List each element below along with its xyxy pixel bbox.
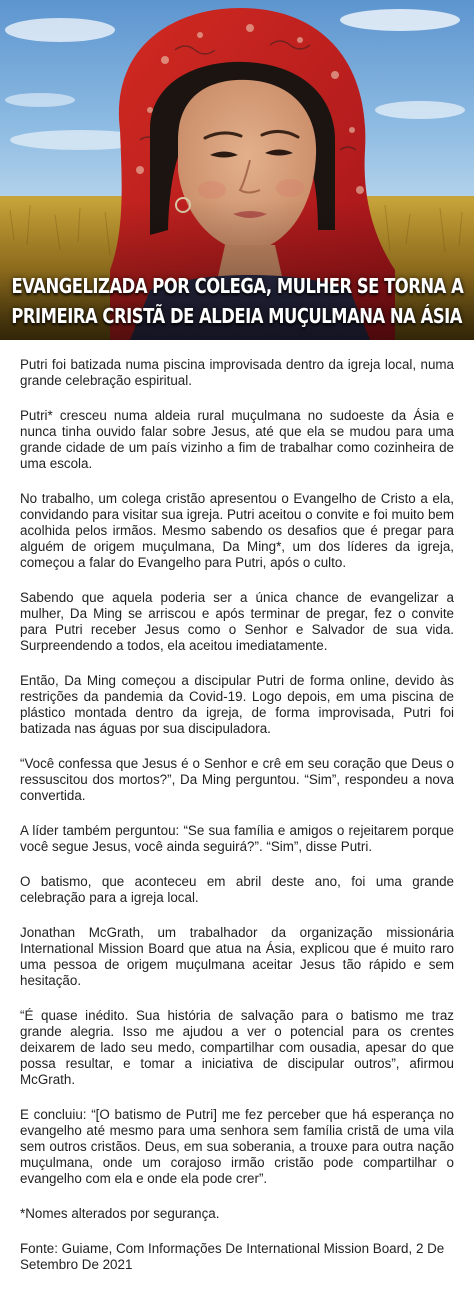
headline — [0, 262, 474, 340]
headline-line-2: PRIMEIRA CRISTÃ DE ALDEIA MUÇULMANA NA ÁSIA — [11, 304, 463, 328]
paragraph-discipleship: Então, Da Ming começou a discipular Putri de forma online, devido às restrições da pandemia da Covid-19. Logo depois, em uma piscina de plástico montada dentro da igreja, de forma improvisada, Putri foi batizada nas águas por sua discipuladora. — [20, 673, 454, 736]
paragraph-mcgrath-quote: “É quase inédito. Sua história de salvação para o batismo me traz grande alegria. Isso me ajudou a ver o potencial para os crentes deixarem de lado seu medo, compartilhar com ousadia, apesar do que possa resultar, e tomar a iniciativa de discipular outros”, afirmou McGrath. — [20, 1008, 454, 1087]
paragraph-invitation: Sabendo que aquela poderia ser a única chance de evangelizar a mulher, Da Ming se arriscou e após terminar de pregar, fez o convite para Putri receber Jesus como o Senhor e Salvador de sua vida. Surpreendendo a todos, ela aceitou imediatamente. — [20, 590, 454, 653]
paragraph-conclusion: E concluiu: “[O batismo de Putri] me fez perceber que há esperança no evangelho até mesmo para uma senhora sem família cristã de uma vila sem outros cristãos. Deus, em sua soberania, a trouxe para outra nação muçulmana, onde um corajoso irmão cristão pode compartilhar o evangelho com ela e onde ela pode crer”. — [20, 1107, 454, 1186]
paragraph-mcgrath-intro: Jonathan McGrath, um trabalhador da organização missionária International Mission Board que atua na Ásia, explicou que é muito raro uma pessoa de origem muçulmana aceitar Jesus tão rápido e sem hesitação. — [20, 925, 454, 988]
paragraph-question-2: A líder também perguntou: “Se sua família e amigos o rejeitarem porque você segue Jesus, você ainda seguirá?”. “Sim”, disse Putri. — [20, 823, 454, 854]
source-credit: Fonte: Guiame, Com Informações De International Mission Board, 2 De Setembro De 2021 — [20, 1241, 445, 1272]
paragraph-workplace: No trabalho, um colega cristão apresentou o Evangelho de Cristo a ela, convidando para visitar sua igreja. Putri aceitou o convite e foi muito bem acolhida pelos irmãos. Mesmo sabendo os desafios que é pregar para alguém de origem muçulmana, Da Ming*, um dos líderes da igreja, começou a falar do Evangelho para Putri, após o culto. — [20, 491, 454, 570]
headline-line-1: EVANGELIZADA POR COLEGA, MULHER SE TORNA A — [11, 274, 463, 298]
footnote-names: *Nomes alterados por segurança. — [20, 1206, 220, 1221]
article-body — [20, 357, 454, 1292]
paragraph-celebration: O batismo, que aconteceu em abril deste ano, foi uma grande celebração para a igreja local. — [20, 874, 454, 905]
paragraph-question-1: “Você confessa que Jesus é o Senhor e crê em seu coração que Deus o ressuscitou dos mortos?”, Da Ming perguntou. “Sim”, respondeu a nova convertida. — [20, 756, 454, 803]
paragraph-intro: Putri foi batizada numa piscina improvisada dentro da igreja local, numa grande celebração espiritual. — [20, 357, 454, 388]
hero-image — [0, 0, 474, 340]
paragraph-background: Putri* cresceu numa aldeia rural muçulmana no sudoeste da Ásia e nunca tinha ouvido falar sobre Jesus, até que ela se mudou para uma grande cidade de um país vizinho a fim de trabalhar como cozinheira de uma escola. — [20, 408, 454, 471]
